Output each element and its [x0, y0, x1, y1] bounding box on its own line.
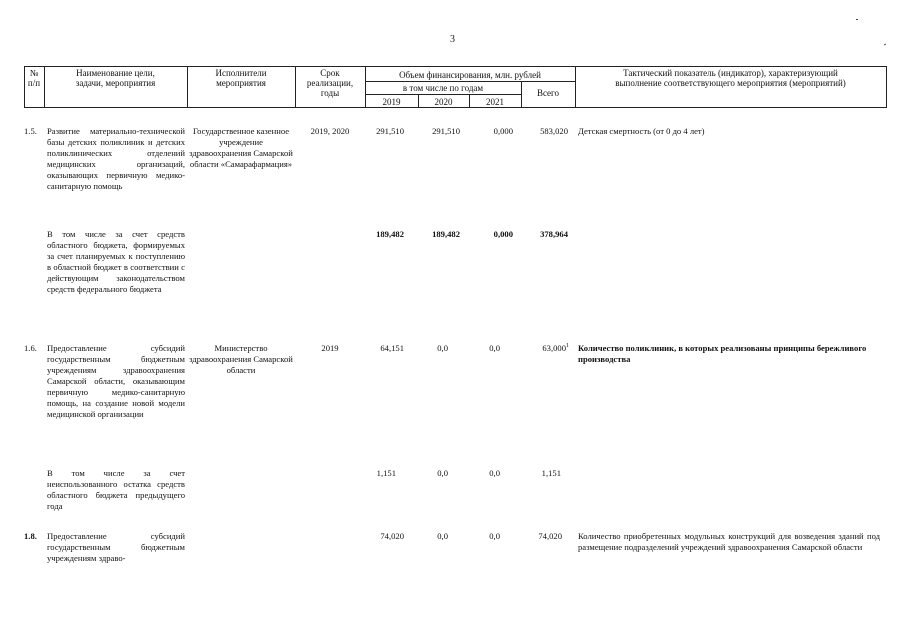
row-value-2020: 0,0 — [437, 468, 448, 478]
header-year-2021: 2021 — [486, 97, 504, 107]
funding-subheader-line — [365, 81, 575, 82]
row-value-2019: 74,020 — [380, 531, 404, 541]
row-number: 1.5. — [24, 126, 37, 136]
footnote-marker: 1 — [566, 343, 569, 350]
row-indicator: Количество приобретенных модульных конструкций для возведения зданий под размещение подразделений учреждений здравоохранения Самарской области — [578, 531, 880, 552]
row-value-2019: 189,482 — [376, 229, 404, 239]
row-name: Развитие материально-технической базы детских поликлиник и детских поликлинических отделений медицинских организаций, оказывающих первичную медико-санитарную помощь — [47, 126, 185, 191]
header-indicator: Тактический показатель (индикатор), характеризующий выполнение соответствующего мероприятия (мероприятий) — [615, 68, 846, 88]
page-number: 3 — [450, 34, 455, 45]
scan-speck — [884, 43, 886, 45]
row-number: 1.8. — [24, 531, 37, 541]
row-value-total: 74,020 — [538, 531, 562, 541]
header-num: № п/п — [27, 68, 41, 88]
row-value-2019: 1,151 — [376, 468, 396, 478]
header-bottom-border — [24, 107, 887, 108]
row-value-2021: 0,0 — [489, 343, 500, 353]
row-number: 1.6. — [24, 343, 37, 353]
row-value-total: 1,151 — [541, 468, 561, 478]
row-value-2019: 64,151 — [380, 343, 404, 353]
row-value-2021: 0,000 — [493, 229, 513, 239]
header-year-2019: 2019 — [382, 97, 401, 107]
row-value-total: 378,964 — [540, 229, 568, 239]
col-border — [886, 66, 887, 108]
row-value-2021: 0,0 — [489, 531, 500, 541]
row-value-2021: 0,0 — [489, 468, 500, 478]
years-subheader-line — [365, 94, 521, 95]
header-funding: Объем финансирования, млн. рублей — [399, 70, 541, 80]
row-indicator: Детская смертность (от 0 до 4 лет) — [578, 126, 705, 136]
row-name: Предоставление субсидий государственным бюджетным учреждениям здравоохранения Самарской области, оказывающим первичную медико-санитарную помощь, на создание новой модели медицинской организации — [47, 343, 185, 419]
row-name: Предоставление субсидий государственным бюджетным учреждениям здраво- — [47, 531, 185, 563]
header-top-border — [24, 66, 887, 67]
header-executor: Исполнители мероприятия — [215, 68, 267, 88]
row-value-2021: 0,000 — [493, 126, 513, 136]
header-total: Всего — [536, 88, 560, 98]
row-value-2020: 0,0 — [437, 343, 448, 353]
row-term: 2019, 2020 — [310, 126, 350, 136]
row-value-total: 583,020 — [540, 126, 568, 136]
row-value-2020: 189,482 — [432, 229, 460, 239]
scan-speck — [856, 19, 858, 20]
row-executor: Государственное казенное учреждение здравоохранения Самарской области «Самарафармация» — [189, 126, 293, 169]
row-value-total — [521, 343, 569, 354]
row-name: В том числе за счет неиспользованного остатка средств областного бюджета предыдущего года — [47, 468, 185, 511]
row-name: В том числе за счет средств областного бюджета, формируемых за счет планируемых к поступлению в областной бюджет в соответствии с действующим законодательством средств федерального бюджета — [47, 229, 185, 294]
row-value-2019: 291,510 — [376, 126, 404, 136]
row-total-value: 63,000 — [542, 343, 566, 353]
row-value-2020: 291,510 — [432, 126, 460, 136]
row-indicator: Количество поликлиник, в которых реализованы принципы бережливого производства — [578, 343, 867, 364]
row-term: 2019 — [321, 343, 339, 353]
header-term: Срок реализации, годы — [306, 68, 354, 98]
header-name: Наименование цели, задачи, мероприятия — [75, 68, 156, 88]
row-executor: Министерство здравоохранения Самарской области — [189, 343, 293, 375]
header-incl-years: в том числе по годам — [402, 83, 484, 93]
header-year-2020: 2020 — [434, 97, 453, 107]
row-value-2020: 0,0 — [437, 531, 448, 541]
